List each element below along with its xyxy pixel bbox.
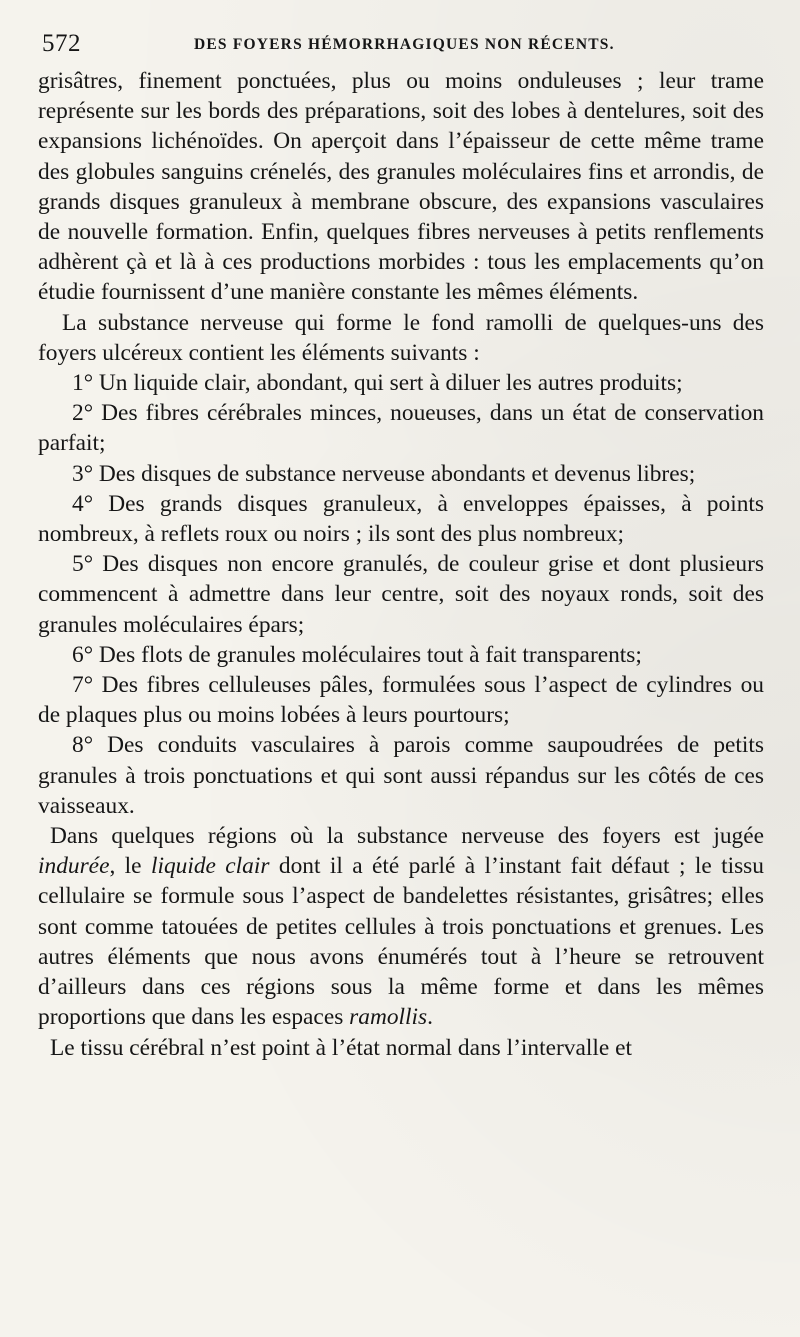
- running-head: [38, 22, 764, 66]
- paragraph-text: Dans quelques régions où la substance nerveuse des foyers est jugée: [50, 823, 764, 850]
- list-item: 7° Des fibres celluleuses pâles, formulées sous l’aspect de cylindres ou de plaques plus ou moins lobées à leurs pourtours;: [38, 672, 764, 729]
- paragraph-text: .: [427, 1004, 433, 1031]
- emphasis: ramollis: [349, 1004, 428, 1031]
- list-item: 2° Des fibres cérébrales minces, noueuses, dans un état de conservation parfait;: [38, 400, 764, 457]
- paragraph: [38, 821, 764, 1032]
- paragraph-text: , le: [109, 853, 151, 880]
- list-item: 4° Des grands disques granuleux, à enveloppes épaisses, à points nombreux, à reflets roux ou noirs ; ils sont des plus nombreux;: [38, 490, 764, 548]
- running-title: DES FOYERS HÉMORRHAGIQUES NON RÉCENTS.: [194, 36, 615, 53]
- paragraph: La substance nerveuse qui forme le fond ramolli de quelques-uns des foyers ulcéreux contient les éléments suivants :: [38, 309, 764, 366]
- page-number: 572: [42, 30, 81, 57]
- emphasis: indurée: [38, 853, 110, 880]
- paragraph-text: dont il a été parlé à l’instant fait défaut ; le tissu cellulaire se formule sous l’aspect de bandelettes résistantes, grisâtres; elles sont comme tatouées de petites cellules à trois ponctuations et grenues. Les autres éléments que nous avons énumérés tout à l’heure se retrouvent d’ailleurs dans ces régions sous la même forme et dans les mêmes proportions que dans les espaces: [38, 853, 764, 1031]
- list-item: 5° Des disques non encore granulés, de couleur grise et dont plusieurs commencent à admettre dans leur centre, soit des noyaux ronds, soit des granules moléculaires épars;: [38, 551, 764, 638]
- list-item: 6° Des flots de granules moléculaires tout à fait transparents;: [72, 641, 642, 668]
- paragraph-last: Le tissu cérébral n’est point à l’état normal dans l’intervalle et: [50, 1034, 632, 1061]
- emphasis: liquide clair: [150, 853, 270, 880]
- list-item: 8° Des conduits vasculaires à parois comme saupoudrées de petits granules à trois ponctuations et qui sont aussi répandus sur les côtés de ces vaisseaux.: [38, 732, 764, 819]
- paragraph-continued: grisâtres, finement ponctuées, plus ou moins onduleuses ; leur trame représente sur les bords des préparations, soit des lobes à dentelures, soit des expansions lichénoïdes. On aperçoit dans l’épaisseur de cette même trame des globules sanguins crénelés, des granules moléculaires fins et arrondis, de grands disques granuleux à membrane obscure, des expansions vasculaires de nouvelle formation. Enfin, quelques fibres nerveuses à petits renflements adhèrent çà et là à ces productions morbides : tous les emplacements qu’on étudie fournissent d’une manière constante les mêmes éléments.: [38, 68, 764, 306]
- list-item: 1° Un liquide clair, abondant, qui sert à diluer les autres produits;: [72, 370, 683, 397]
- list-item: 3° Des disques de substance nerveuse abondants et devenus libres;: [72, 460, 696, 487]
- body-text: [38, 66, 764, 1063]
